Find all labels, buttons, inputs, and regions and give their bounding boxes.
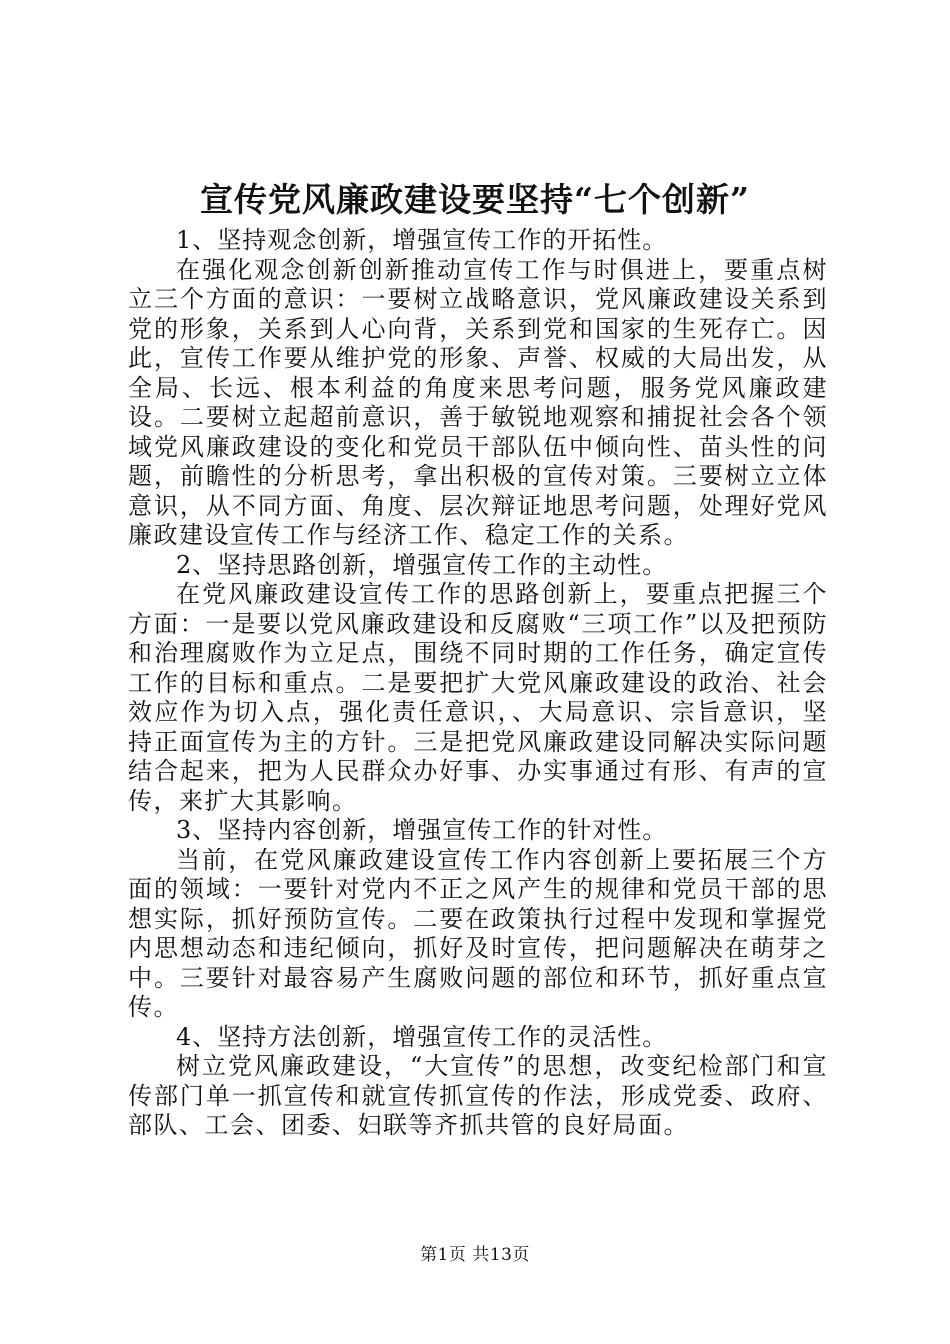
section-heading-4: 4、坚持方法创新，增强宣传工作的灵活性。 — [176, 1022, 668, 1051]
section-paragraph-4: 树立党风廉政建设，“大宣传”的思想，改变纪检部门和宣传部门单一抓宣传和就宣传抓宣传的作法，形成党委、政府、部队、工会、团委、妇联等齐抓共管的良好局面。 — [128, 1052, 828, 1139]
section-heading-2: 2、坚持思路创新，增强宣传工作的主动性。 — [176, 550, 668, 579]
document-title: 宣传党风廉政建设要坚持“七个创新” — [200, 180, 750, 219]
section-paragraph-1: 在强化观念创新创新推动宣传工作与时俱进上，要重点树立三个方面的意识：一要树立战略意识，党风廉政建设关系到党的形象，关系到人心向背，关系到党和国家的生死存亡。因此，宣传工作要从维护党的形象、声誉、权威的大局出发，从全局、长远、根本利益的角度来思考问题，服务党风廉政建设。二要树立起超前意识，善于敏锐地观察和捕捉社会各个领域党风廉政建设的变化和党员干部队伍中倾向性、苗头性的问题，前瞻性的分析思考，拿出积极的宣传对策。三要树立立体意识，从不同方面、角度、层次辩证地思考问题，处理好党风廉政建设宣传工作与经济工作、稳定工作的关系。 — [128, 255, 828, 549]
document-body — [128, 226, 828, 1141]
section-heading-3: 3、坚持内容创新，增强宣传工作的针对性。 — [176, 816, 668, 844]
page-number-footer: 第1页 共13页 — [420, 1245, 530, 1265]
section-paragraph-3: 当前，在党风廉政建设宣传工作内容创新上要拓展三个方面的领域：一要针对党内不正之风产生的规律和党员干部的思想实际，抓好预防宣传。二要在政策执行过程中发现和掌握党内思想动态和违纪倾向，抓好及时宣传，把问题解决在萌芽之中。三要针对最容易产生腐败问题的部位和环节，抓好重点宣传。 — [128, 845, 828, 1021]
section-paragraph-2: 在党风廉政建设宣传工作的思路创新上，要重点把握三个方面：一是要以党风廉政建设和反腐败“三项工作”以及把预防和治理腐败作为立足点，围绕不同时期的工作任务，确定宣传工作的目标和重点。二是要把扩大党风廉政建设的政治、社会效应作为切入点，强化责任意识，、大局意识、宗旨意识，坚持正面宣传为主的方针。三是把党风廉政建设同解决实际问题结合起来，把为人民群众办好事、办实事通过有形、有声的宣传，来扩大其影响。 — [128, 580, 828, 815]
section-heading-1: 1、坚持观念创新，增强宣传工作的开拓性。 — [176, 226, 668, 254]
